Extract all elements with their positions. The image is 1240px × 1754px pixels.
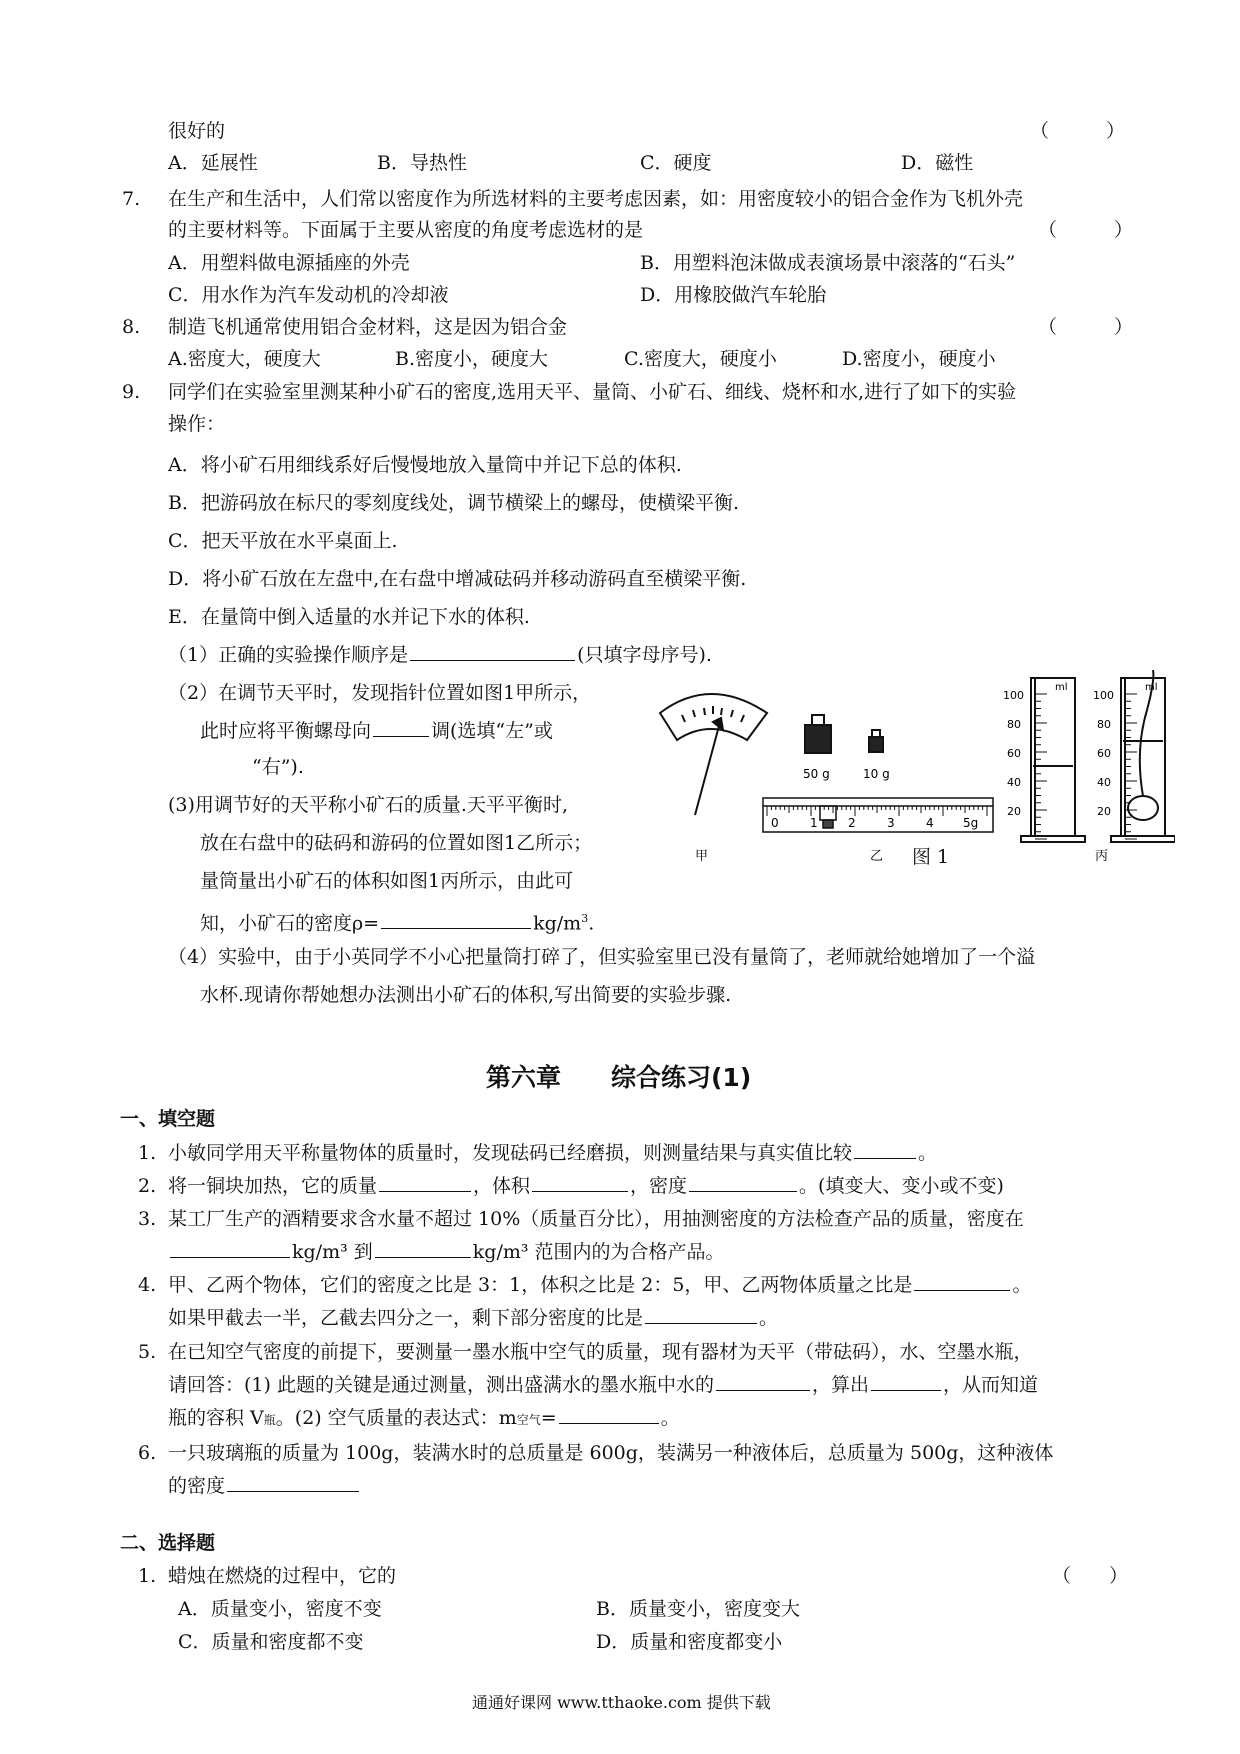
footer-source: 通通好课网 www.tthaoke.com 提供下载 xyxy=(472,1693,771,1712)
q9-number: 9. xyxy=(122,381,141,403)
q6-option-a: A．延展性 xyxy=(168,152,258,174)
s1-q4-end1: 。 xyxy=(1012,1274,1032,1296)
q9-sub2-line2 xyxy=(200,718,553,744)
q8-line: 制造飞机通常使用铝合金材料，这是因为铝合金 xyxy=(168,316,568,338)
cyl2-tick-100: 100 xyxy=(1093,689,1114,702)
s1-q5-l2c: ，从而知道 xyxy=(942,1374,1038,1396)
cyl1-tick-40: 40 xyxy=(1007,776,1021,789)
q9-sub3-line2: 放在右盘中的砝码和游码的位置如图1乙所示； xyxy=(200,832,593,854)
s2-q1-line: 蜡烛在燃烧的过程中，它的 xyxy=(168,1565,397,1587)
s1-q5-sub-bottle: 瓶 xyxy=(263,1413,276,1427)
q7-option-b: B．用塑料泡沫做成表演场景中滚落的“石头” xyxy=(640,252,1016,274)
s1-q6-blank[interactable] xyxy=(227,1473,359,1492)
figure-label-jia: 甲 xyxy=(695,849,709,864)
q9-sub3-line1: (3)用调节好的天平称小矿石的质量.天平平衡时, xyxy=(168,794,568,816)
q9-line1: 同学们在实验室里测某种小矿石的密度,选用天平、量筒、小矿石、细线、烧杯和水,进行了如下的实验 xyxy=(168,381,1017,403)
s1-q3-line2 xyxy=(168,1239,725,1265)
s1-q6-line2 xyxy=(168,1473,361,1499)
s1-q1-number: 1. xyxy=(138,1142,157,1164)
s1-q5-l3end: 。 xyxy=(660,1407,680,1429)
s1-q5-blank-3[interactable] xyxy=(559,1405,659,1424)
s1-q6-number: 6. xyxy=(138,1442,157,1464)
q7-number: 7. xyxy=(122,188,141,210)
q9-step-d: D．将小矿石放在左盘中,在右盘中增减砝码并移动游码直至横梁平衡. xyxy=(168,568,747,590)
chapter-title: 第六章 综合练习(1) xyxy=(486,1063,752,1092)
s2-q1-number: 1. xyxy=(138,1565,157,1587)
figure-label-yi: 乙 xyxy=(870,849,884,864)
ruler-tick-3: 3 xyxy=(887,816,895,830)
s2-q1-option-c: C．质量和密度都不变 xyxy=(178,1631,364,1653)
figure-weight-10g xyxy=(869,730,883,752)
cyl2-tick-20: 20 xyxy=(1097,805,1111,818)
q9-sub2-line1: （2）在调节天平时，发现指针位置如图1甲所示， xyxy=(168,682,592,704)
s1-q5-line3 xyxy=(168,1405,680,1433)
ruler-tick-1: 1 xyxy=(810,816,818,830)
s1-q2-d: 。(填变大、变小或不变) xyxy=(799,1175,1004,1197)
s1-q5-line2 xyxy=(168,1372,1038,1398)
figure-weight-50g-label: 50 g xyxy=(803,767,830,781)
cyl2-tick-60: 60 xyxy=(1097,747,1111,760)
cyl1-tick-20: 20 xyxy=(1007,805,1021,818)
q9-sub1 xyxy=(168,642,712,668)
cyl2-unit: ml xyxy=(1145,682,1158,693)
q9-sub1-blank[interactable] xyxy=(410,642,575,661)
figure-label-bing: 丙 xyxy=(1095,849,1109,864)
s1-q4-line1 xyxy=(168,1272,1031,1298)
s1-q4-blank-1[interactable] xyxy=(914,1272,1010,1291)
q9-sub3-pre: 知，小矿石的密度 xyxy=(200,912,353,935)
q9-sub1-pre: （1）正确的实验操作顺序是 xyxy=(168,644,409,666)
s1-q4-end2: 。 xyxy=(759,1307,779,1329)
s1-q2 xyxy=(168,1173,1004,1199)
q9-step-e: E．在量筒中倒入适量的水并记下水的体积. xyxy=(168,606,530,628)
cyl2-tick-40: 40 xyxy=(1097,776,1111,789)
q7-option-a: A．用塑料做电源插座的外壳 xyxy=(168,252,410,274)
ruler-tick-0: 0 xyxy=(771,816,779,830)
q9-sub2-post: 调(选填“左”或 xyxy=(431,720,553,742)
figure-ruler xyxy=(763,798,993,832)
q6-answer-paren: （ ） xyxy=(1030,120,1126,142)
s1-q1 xyxy=(168,1140,937,1166)
figure-cylinder-1 xyxy=(1021,678,1085,842)
s2-q1-option-b: B．质量变小，密度变大 xyxy=(596,1598,800,1620)
cyl1-tick-80: 80 xyxy=(1007,718,1021,731)
s1-q5-l2b: ，算出 xyxy=(811,1374,869,1396)
s1-q1-text: 小敏同学用天平称量物体的质量时，发现砝码已经磨损，则测量结果与真实值比较 xyxy=(168,1142,853,1164)
s2-q1-answer-paren: （ ） xyxy=(1052,1565,1129,1587)
s1-q4-blank-2[interactable] xyxy=(645,1305,757,1324)
q8-number: 8. xyxy=(122,316,141,338)
q8-option-b: B.密度小，硬度大 xyxy=(395,348,549,370)
q9-step-a: A．将小矿石用细线系好后慢慢地放入量筒中并记下总的体积. xyxy=(168,454,682,476)
q9-sub3-rho: ρ= xyxy=(352,912,380,935)
s1-q3-blank-1[interactable] xyxy=(170,1239,290,1258)
q9-line2: 操作： xyxy=(168,413,226,435)
cyl1-unit: ml xyxy=(1055,682,1068,693)
s1-q2-number: 2. xyxy=(138,1175,157,1197)
s1-q3-unit2: kg/m³ 范围内的为合格产品。 xyxy=(472,1241,725,1263)
s1-q1-end: 。 xyxy=(918,1142,938,1164)
q8-answer-paren: （ ） xyxy=(1038,316,1134,338)
q9-sub2-line3: “右”). xyxy=(252,756,304,778)
q6-option-c: C．硬度 xyxy=(640,152,712,174)
figure-cylinder-2 xyxy=(1111,670,1175,842)
q9-sub3-unit-exp: 3 xyxy=(581,912,589,925)
s1-q4-text1: 甲、乙两个物体，它们的密度之比是 3：1，体积之比是 2：5，甲、乙两物体质量之比是 xyxy=(168,1274,913,1296)
q9-sub3-line4: 知，小矿石的密度$\rho= kg/m^3$. xyxy=(200,912,595,935)
q9-sub3-line3: 量筒量出小矿石的体积如图1丙所示，由此可 xyxy=(200,870,574,892)
figure-weight-10g-label: 10 g xyxy=(863,767,890,781)
s1-q5-line1: 在已知空气密度的前提下，要测量一墨水瓶中空气的质量，现有器材为天平（带砝码），水、空墨水瓶， xyxy=(168,1341,1033,1363)
s1-q4-number: 4. xyxy=(138,1274,157,1296)
s1-q2-blank-volume[interactable] xyxy=(532,1173,628,1192)
ruler-tick-4: 4 xyxy=(926,816,934,830)
s1-q3-unit1: kg/m³ 到 xyxy=(292,1241,373,1263)
s1-q1-blank[interactable] xyxy=(854,1140,916,1159)
q9-sub2-blank[interactable] xyxy=(373,718,429,737)
q9-step-b: B．把游码放在标尺的零刻度线处，调节横梁上的螺母，使横梁平衡. xyxy=(168,492,740,514)
q9-sub3-unit: kg/m xyxy=(533,912,582,935)
figure-weight-50g xyxy=(805,715,831,753)
s1-q2-blank-mass[interactable] xyxy=(379,1173,471,1192)
figure-caption: 图 1 xyxy=(912,846,950,868)
ruler-tick-2: 2 xyxy=(848,816,856,830)
q7-option-c: C．用水作为汽车发动机的冷却液 xyxy=(168,284,449,306)
s1-q5-sub-air: 空气 xyxy=(516,1413,541,1427)
s1-q5-blank-1[interactable] xyxy=(716,1372,810,1391)
q7-answer-paren: （ ） xyxy=(1038,219,1134,241)
q6-line: 很好的 xyxy=(168,120,226,142)
s1-q6-text2: 的密度 xyxy=(168,1475,226,1497)
s1-q4-line2 xyxy=(168,1305,778,1331)
s1-q2-blank-density[interactable] xyxy=(689,1173,797,1192)
s1-q5-blank-2[interactable] xyxy=(871,1372,941,1391)
s1-q2-a: 将一铜块加热，它的质量 xyxy=(168,1175,378,1197)
figure-ruler-slider xyxy=(820,806,836,828)
cyl1-tick-60: 60 xyxy=(1007,747,1021,760)
s1-q2-c: ，密度 xyxy=(630,1175,688,1197)
s2-q1-option-a: A．质量变小，密度不变 xyxy=(178,1598,382,1620)
s1-q5-number: 5. xyxy=(138,1341,157,1363)
s1-q3-number: 3. xyxy=(138,1208,157,1230)
q7-option-d: D．用橡胶做汽车轮胎 xyxy=(640,284,827,306)
s1-q5-l2a: 请回答：(1) 此题的关键是通过测量，测出盛满水的墨水瓶中水的 xyxy=(168,1374,714,1396)
section1-heading: 一、填空题 xyxy=(120,1108,216,1130)
q9-step-c: C．把天平放在水平桌面上. xyxy=(168,530,398,552)
q8-option-c: C.密度大，硬度小 xyxy=(624,348,777,370)
s1-q4-text2: 如果甲截去一半，乙截去四分之一，剩下部分密度的比是 xyxy=(168,1307,644,1329)
s1-q6-line1: 一只玻璃瓶的质量为 100g，装满水时的总质量是 600g，装满另一种液体后，总质量为 500g，这种液体 xyxy=(168,1442,1054,1464)
q8-option-d: D.密度小，硬度小 xyxy=(842,348,996,370)
s1-q3-blank-2[interactable] xyxy=(375,1239,471,1258)
s1-q5-l3c: = xyxy=(540,1407,557,1429)
q9-sub2-pre: 此时应将平衡螺母向 xyxy=(200,720,372,742)
s1-q5-l3b: 。(2) 空气质量的表达式：m xyxy=(275,1407,517,1429)
ruler-tick-5: 5g xyxy=(963,816,979,830)
s1-q2-b: ，体积 xyxy=(473,1175,531,1197)
q9-sub4-line1: （4）实验中，由于小英同学不小心把量筒打碎了，但实验室里已没有量筒了，老师就给她增加了一个溢 xyxy=(168,946,1036,968)
s2-q1-option-d: D．质量和密度都变小 xyxy=(596,1631,783,1653)
q6-option-d: D．磁性 xyxy=(901,152,974,174)
section2-heading: 二、选择题 xyxy=(120,1532,216,1554)
q8-option-a: A.密度大，硬度大 xyxy=(168,348,321,370)
q6-option-b: B．导热性 xyxy=(377,152,467,174)
q9-sub1-post: (只填字母序号). xyxy=(577,644,712,666)
s1-q5-l3a: 瓶的容积 V xyxy=(168,1407,264,1429)
q7-line2: 的主要材料等。下面属于主要从密度的角度考虑选材的是 xyxy=(168,219,644,241)
q9-sub3-blank[interactable] xyxy=(381,910,531,929)
q9-sub4-line2: 水杯.现请你帮她想办法测出小矿石的体积,写出简要的实验步骤. xyxy=(200,984,732,1006)
cyl1-tick-100: 100 xyxy=(1003,689,1024,702)
s1-q3-line1: 某工厂生产的酒精要求含水量不超过 10%（质量百分比），用抽测密度的方法检查产品的质量，密度在 xyxy=(168,1208,1024,1230)
q7-line1: 在生产和生活中，人们常以密度作为所选材料的主要考虑因素，如：用密度较小的铝合金作为飞机外壳 xyxy=(168,188,1024,210)
figure-jia-pointer xyxy=(660,694,767,815)
cyl2-tick-80: 80 xyxy=(1097,718,1111,731)
